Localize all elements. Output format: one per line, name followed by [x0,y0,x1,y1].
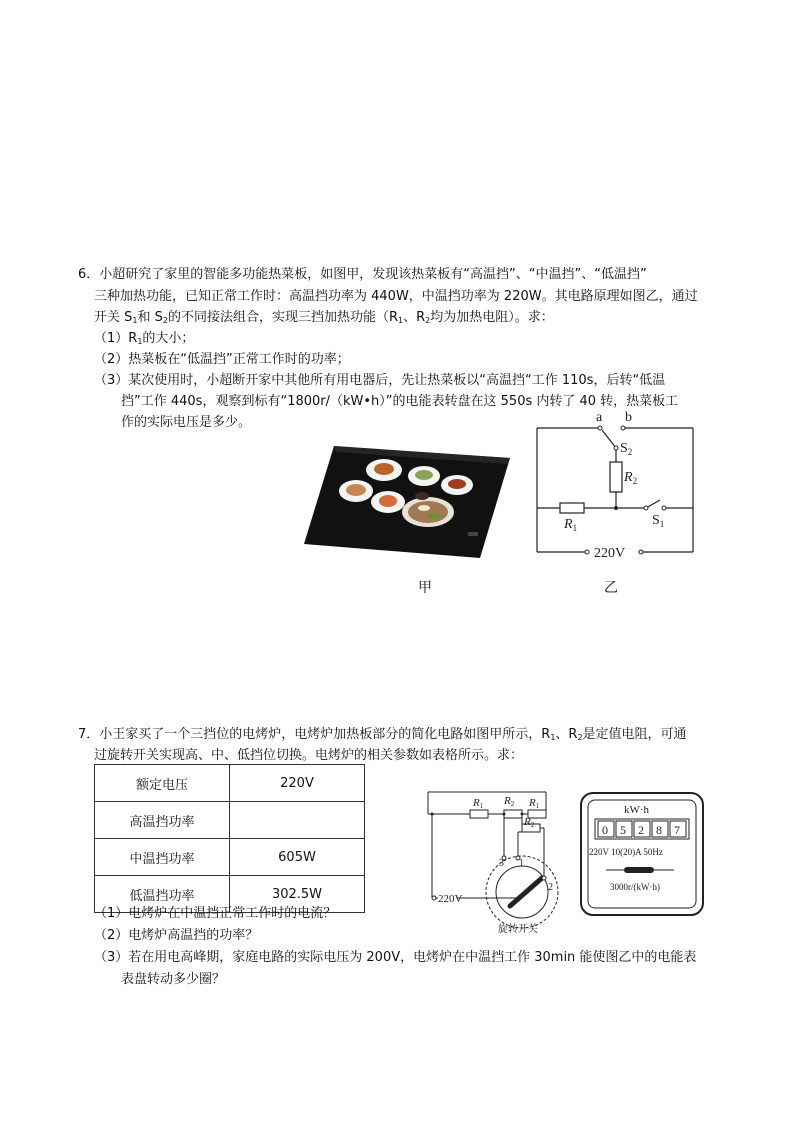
supply-voltage-label: 220V [438,893,463,905]
r1-right-label: R1 [529,797,540,810]
q6-circuit-diagram [528,408,700,570]
r1-left-label: R1 [473,797,484,810]
q6-part-3-line-3: 作的实际电压是多少。 [121,415,252,430]
meter-rating: 220V 10(20)A 50Hz [589,847,663,857]
table-cell-key: 低温挡功率 [95,876,230,913]
q6-part-1: $(1)R_1$的大小； [94,331,195,346]
terminal-2-label: 2 [548,882,553,893]
meter-digit: 0 [602,823,608,837]
electricity-meter-diagram [580,792,704,916]
table-row [95,802,365,839]
q6-stem-line-2: 三种加热功能，已知正常工作时：高温挡功率为 440W，中温挡功率为 220W。其电路原理如图乙，通过 [94,289,698,304]
table-row [95,839,365,876]
q7-part-1: （1）电烤炉在中温挡正常工作时的电流？ [94,906,337,921]
terminal-b-label: b [625,410,632,425]
terminal-1-label: 1 [519,858,524,869]
meter-unit: kW·h [624,804,650,816]
r2-lower-label: R2 [524,816,535,829]
q7-part-2: （2）电烤炉高温挡的功率？ [94,928,259,943]
q7-stem-line-2: 过旋转开关实现高、中、低挡位切换。电烤炉的相关参数如表格所示。求： [94,748,524,763]
r1-label: $R_1$ [564,517,578,533]
q6-stem-line-1: 6．小超研究了家里的智能多功能热菜板，如图甲，发现该热菜板有“高温挡”、“中温挡”、“低温挡” [78,267,647,282]
q7-part-3-line-2: 表盘转动多少圈？ [121,972,226,987]
meter-digit: 2 [638,823,644,837]
table-cell-value: 302.5W [230,876,365,913]
q7-part-3-line-1: （3）若在用电高峰期，家庭电路的实际电压为 200V，电烤炉在中温挡工作 30min 能使图乙中的电能表 [94,950,697,965]
table-cell-key: 高温挡功率 [95,802,230,839]
warming-plate-image [302,440,512,565]
parameters-table [94,764,365,913]
q7-stem-line-1: 7．小王家买了一个三挡位的电烤炉，电烤炉加热板部分的简化电路如图甲所示，$R_1$、$R_2$是定值电阻，可通 [78,727,687,742]
s2-label: $S_2$ [620,441,633,457]
q6-part-3-line-2: 挡”工作 440s，观察到标有“1800r/（kW•h）”的电能表转盘在这 550s 内转了 40 转，热菜板工 [121,394,679,409]
r2-label: $R_2$ [624,470,638,486]
table-cell-value: 605W [230,839,365,876]
s1-label: $S_1$ [652,513,665,529]
r2-top-label: R2 [504,795,515,808]
table-cell-value [230,802,365,839]
table-cell-key: 中温挡功率 [95,839,230,876]
table-cell-key: 额定电压 [95,765,230,802]
table-row [95,765,365,802]
figure-caption-jia: 甲 [418,580,432,596]
rotary-switch-label: 旋转开关 [498,924,538,935]
q6-part-3-line-1: （3）某次使用时，小超断开家中其他所有用电器后，先让热菜板以“高温挡“工作 110s，后转“低温 [94,373,666,388]
meter-digit: 7 [674,823,680,837]
meter-constant: 3000r/(kW·h) [610,882,660,892]
q6-part-2: （2）热菜板在“低温挡”正常工作时的功率； [94,352,350,367]
table-cell-value: 220V [230,765,365,802]
meter-digit: 5 [620,823,626,837]
figure-caption-yi: 乙 [604,580,618,596]
meter-digit: 8 [656,823,662,837]
supply-voltage-label: 220V [594,546,626,561]
terminal-3-label: 3 [499,858,504,869]
terminal-a-label: a [596,410,603,425]
q7-circuit-diagram [418,784,570,942]
q6-stem-line-3: 开关 $S_1$和 $S_2$的不同接法组合，实现三挡加热功能（$R_1$、$R_2$均为加热电阻）。求： [94,310,554,325]
